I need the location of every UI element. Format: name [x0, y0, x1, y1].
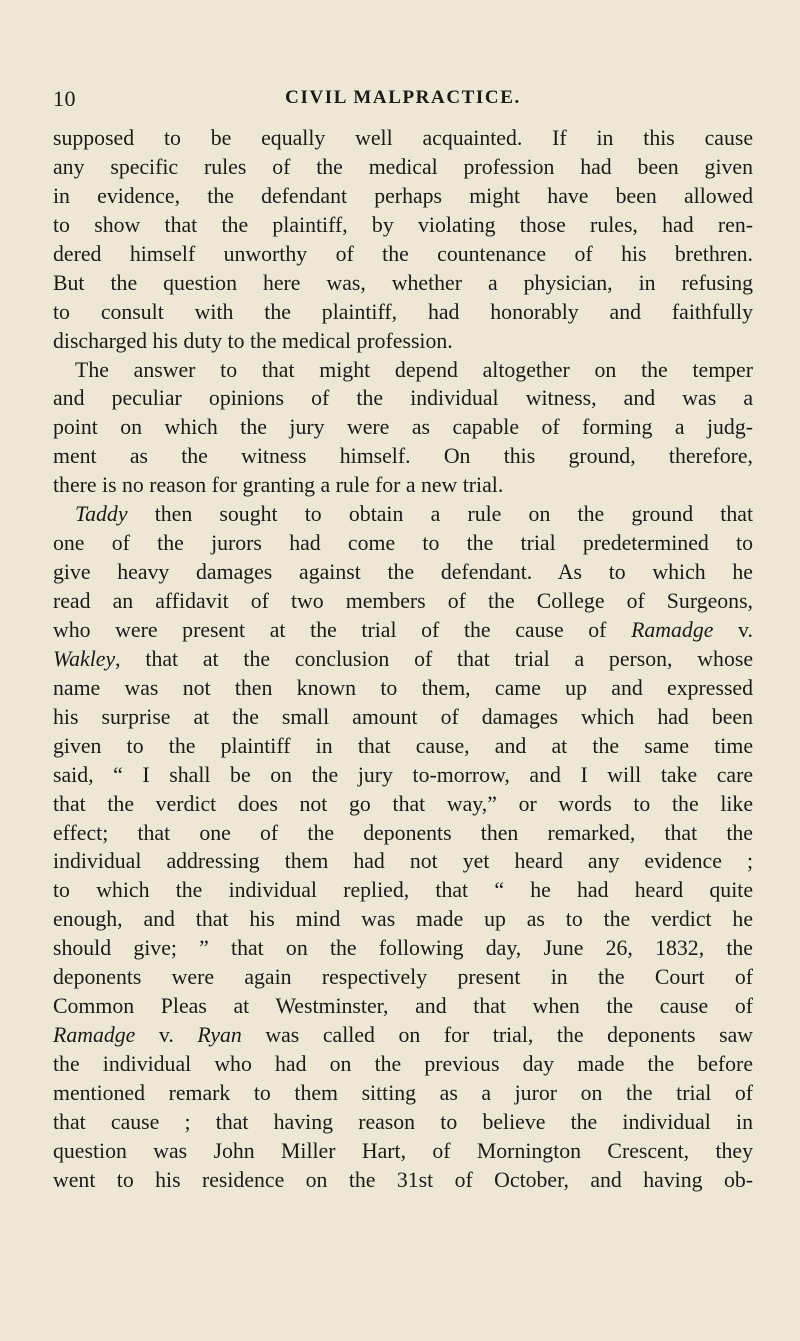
text-line [53, 1166, 753, 1195]
text-segment: point on which the jury were as capable of forming a judg- [53, 415, 753, 440]
text-segment: the individual who had on the previous day made the before [53, 1052, 753, 1076]
text-segment: question was John Miller Hart, of Mornington Crescent, they [53, 1138, 753, 1163]
running-title: CIVIL MALPRACTICE. [285, 87, 521, 108]
text-line [53, 1079, 753, 1108]
text-segment: who were present at the trial of the cause of [53, 617, 632, 642]
italic-case-name: Ryan [197, 1023, 242, 1048]
running-head [53, 86, 753, 112]
text-segment: individual addressing them had not yet heard any evidence ; [53, 849, 753, 874]
text-line [53, 905, 753, 934]
text-segment: v. [713, 617, 753, 642]
text-line [53, 413, 753, 442]
text-line [53, 269, 753, 298]
italic-case-name: Ramadge [631, 617, 714, 642]
page-number: 10 [53, 86, 76, 111]
text-segment: read an affidavit of two members of the College of Surgeons, [53, 589, 753, 613]
text-line [53, 442, 753, 471]
text-segment: in evidence, the defendant perhaps might have been allowed [53, 183, 753, 208]
text-line [53, 240, 753, 269]
text-segment: to show that the plaintiff, by violating those rules, had ren- [53, 212, 753, 237]
text-segment: , that at the conclusion of that trial a person, whose [115, 646, 753, 671]
italic-case-name: Taddy [75, 502, 128, 527]
text-line [53, 529, 753, 558]
text-segment: to consult with the plaintiff, had honorably and faithfully [53, 299, 753, 324]
text-line [53, 790, 753, 819]
text-line [53, 1050, 753, 1079]
text-line [53, 761, 753, 790]
text-segment: name was not then known to them, came up and expressed [53, 675, 753, 700]
text-segment: enough, and that his mind was made up as to the verdict he [53, 907, 753, 932]
text-segment: ment as the witness himself. On this ground, therefore, [53, 444, 753, 469]
text-segment: one of the jurors had come to the trial predetermined to [53, 531, 753, 556]
text-segment: dered himself unworthy of the countenance of his brethren. [53, 241, 753, 266]
text-line [53, 934, 753, 963]
text-line [53, 1108, 753, 1137]
text-segment: that cause ; that having reason to believe the individual in [53, 1109, 753, 1134]
text-line [53, 182, 753, 211]
text-segment: effect; that one of the deponents then remarked, that the [53, 820, 753, 845]
text-line [53, 211, 753, 240]
text-segment: Common Pleas at Westminster, and that when the cause of [53, 994, 753, 1019]
text-line [53, 153, 753, 182]
text-segment: was called on for trial, the deponents saw [241, 1023, 753, 1048]
text-segment: supposed to be equally well acquainted. If in this cause [53, 126, 753, 150]
text-segment: v. [135, 1023, 198, 1048]
text-segment: and peculiar opinions of the individual witness, and was a [53, 386, 753, 411]
text-segment: went to his residence on the 31st of October, and having ob- [53, 1167, 753, 1192]
text-line [53, 847, 753, 876]
text-segment: give heavy damages against the defendant. As to which he [53, 560, 753, 585]
italic-case-name: Ramadge [53, 1023, 136, 1048]
italic-case-name: Wakley [53, 646, 116, 671]
text-segment: mentioned remark to them sitting as a juror on the trial of [53, 1080, 753, 1105]
text-segment: discharged his duty to the medical profession. [53, 328, 453, 353]
text-segment: then sought to obtain a rule on the ground that [127, 502, 753, 527]
text-segment: his surprise at the small amount of damages which had been [53, 704, 753, 729]
text-line [53, 587, 753, 616]
text-line [53, 124, 753, 153]
text-line [53, 992, 753, 1021]
book-page [53, 0, 753, 1341]
text-line [53, 703, 753, 732]
text-line [53, 298, 753, 327]
text-segment: The answer to that might depend altogether on the temper [75, 357, 753, 382]
text-line [53, 645, 753, 674]
text-segment: should give; ” that on the following day, June 26, 1832, the [53, 936, 753, 961]
text-line [53, 1137, 753, 1166]
text-line [53, 616, 753, 645]
text-segment: that the verdict does not go that way,” or words to the like [53, 791, 753, 816]
text-line [53, 674, 753, 703]
text-line [53, 876, 753, 905]
text-line [53, 819, 753, 848]
text-line [53, 327, 753, 356]
text-segment: said, “ I shall be on the jury to-morrow, and I will take care [53, 762, 753, 787]
text-line [53, 732, 753, 761]
text-line [53, 471, 753, 500]
text-segment: But the question here was, whether a physician, in refusing [53, 270, 753, 295]
text-line [53, 500, 753, 529]
text-line [53, 384, 753, 413]
text-line [53, 963, 753, 992]
text-line [53, 1021, 753, 1050]
text-segment: any specific rules of the medical profession had been given [53, 154, 753, 179]
text-segment: to which the individual replied, that “ he had heard quite [53, 878, 753, 903]
text-line [53, 558, 753, 587]
text-line [53, 356, 753, 385]
text-segment: deponents were again respectively present in the Court of [53, 965, 753, 990]
text-segment: given to the plaintiff in that cause, and at the same time [53, 733, 753, 758]
body-text [53, 124, 753, 1195]
text-segment: there is no reason for granting a rule for a new trial. [53, 473, 504, 498]
